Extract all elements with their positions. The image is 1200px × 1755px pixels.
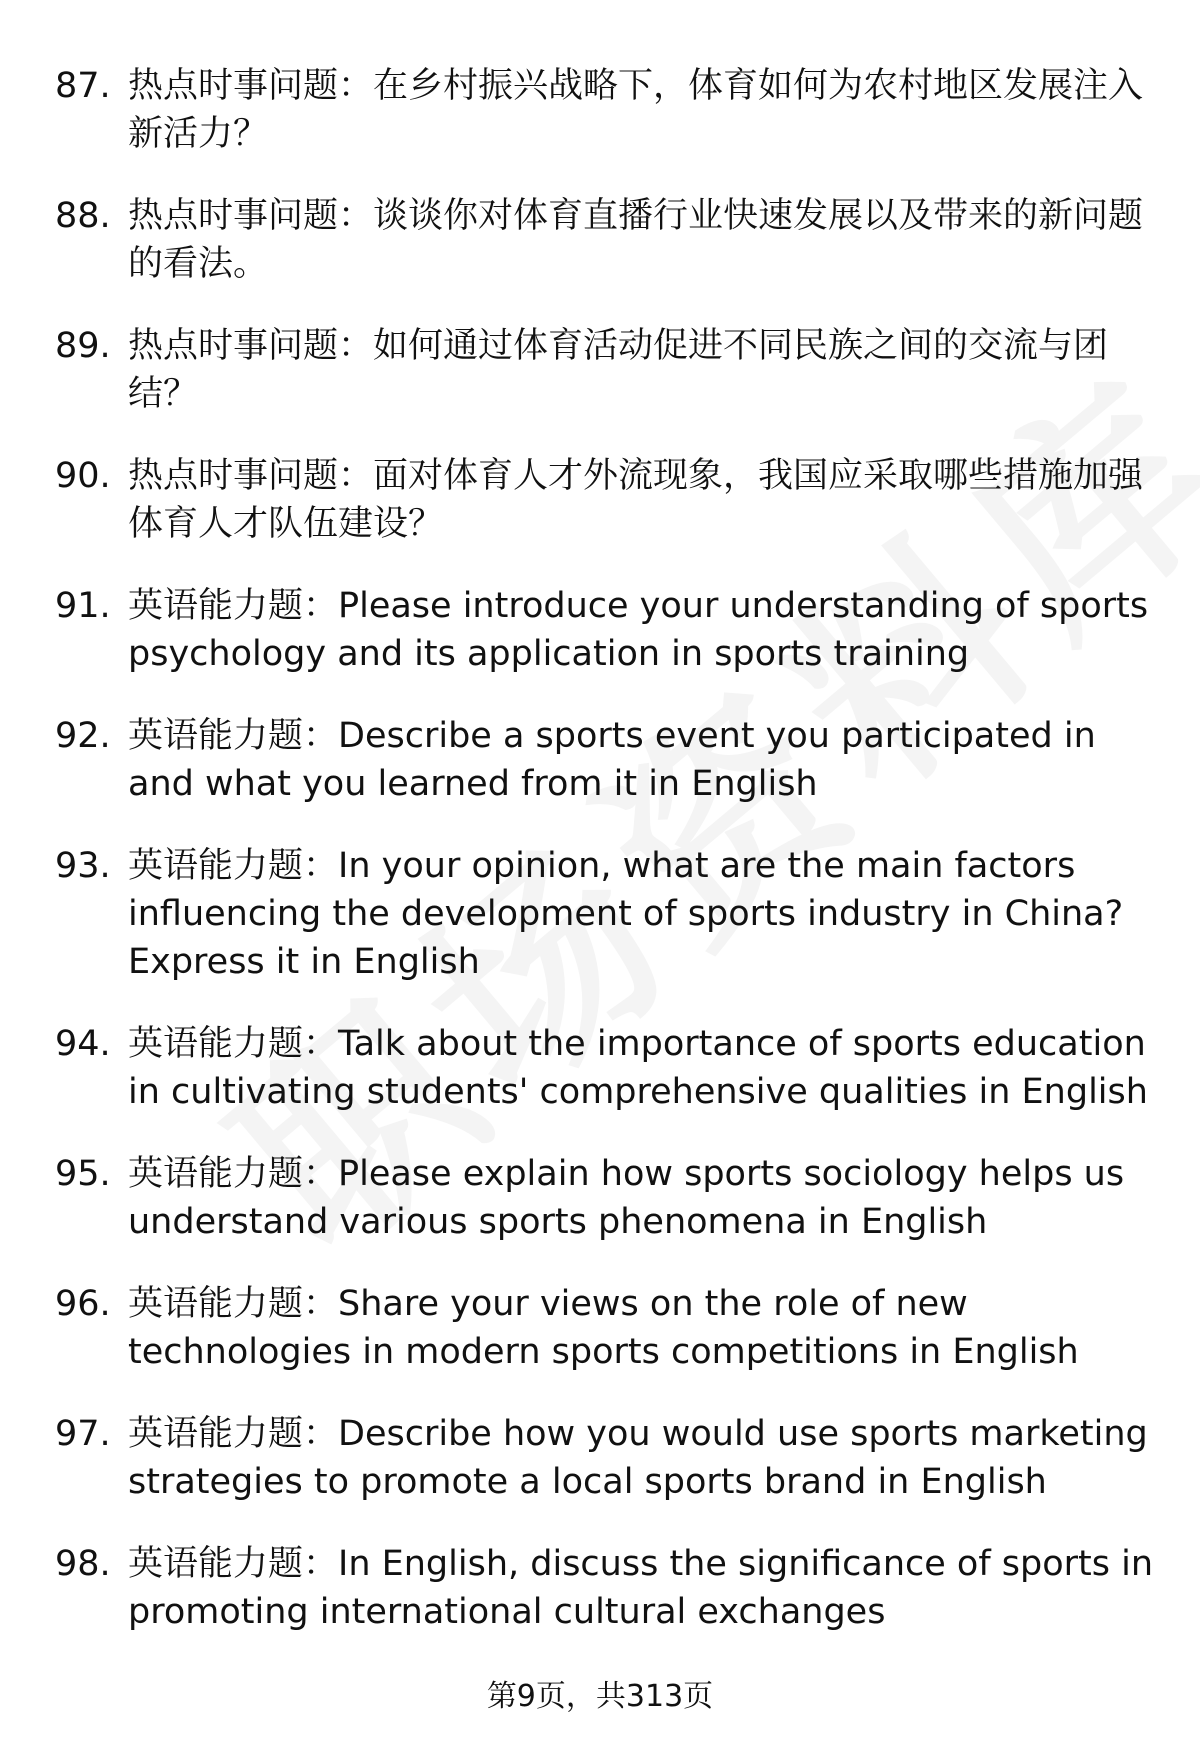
question-item <box>55 1540 1165 1636</box>
question-item <box>55 712 1165 808</box>
question-item <box>55 1020 1165 1116</box>
question-number: 91. <box>55 586 111 626</box>
question-number: 93. <box>55 846 111 886</box>
question-item <box>55 1410 1165 1506</box>
question-text: 英语能力题：In English, discuss the significance of sports in promoting international cultural exchanges <box>128 1544 1154 1632</box>
question-item <box>55 452 1165 548</box>
question-text: 英语能力题：Please introduce your understanding of sports psychology and its application in sports training <box>128 586 1149 674</box>
question-text: 热点时事问题：面对体育人才外流现象，我国应采取哪些措施加强体育人才队伍建设？ <box>128 456 1144 544</box>
question-text: 热点时事问题：如何通过体育活动促进不同民族之间的交流与团结？ <box>128 326 1109 414</box>
question-number: 96. <box>55 1284 111 1324</box>
question-item <box>55 62 1165 158</box>
question-item <box>55 1150 1165 1246</box>
question-number: 98. <box>55 1544 111 1584</box>
question-item <box>55 1280 1165 1376</box>
question-item <box>55 582 1165 678</box>
question-number: 94. <box>55 1024 111 1064</box>
question-text: 英语能力题：Please explain how sports sociology helps us understand various sports phenomena in English <box>128 1154 1125 1242</box>
question-number: 87. <box>55 66 111 106</box>
question-text: 英语能力题：In your opinion, what are the main factors influencing the development of sports industry in China? Express it in English <box>128 846 1124 982</box>
question-number: 88. <box>55 196 111 236</box>
question-text: 英语能力题：Share your views on the role of new technologies in modern sports competitions in English <box>128 1284 1079 1372</box>
question-item <box>55 842 1165 986</box>
question-number: 92. <box>55 716 111 756</box>
question-text: 英语能力题：Describe how you would use sports marketing strategies to promote a local sports brand in English <box>128 1414 1148 1502</box>
question-number: 97. <box>55 1414 111 1454</box>
question-item <box>55 322 1165 418</box>
page-footer: 第9页，共313页 <box>486 1679 714 1714</box>
question-item <box>55 192 1165 288</box>
question-number: 89. <box>55 326 111 366</box>
question-text: 热点时事问题：在乡村振兴战略下，体育如何为农村地区发展注入新活力？ <box>128 66 1144 154</box>
question-text: 英语能力题：Describe a sports event you participated in and what you learned from it in English <box>128 716 1096 804</box>
question-list <box>55 62 1165 1670</box>
question-text: 英语能力题：Talk about the importance of sports education in cultivating students' comprehensive qualities in English <box>128 1024 1148 1112</box>
question-number: 90. <box>55 456 111 496</box>
question-text: 热点时事问题：谈谈你对体育直播行业快速发展以及带来的新问题的看法。 <box>128 196 1144 284</box>
question-number: 95. <box>55 1154 111 1194</box>
